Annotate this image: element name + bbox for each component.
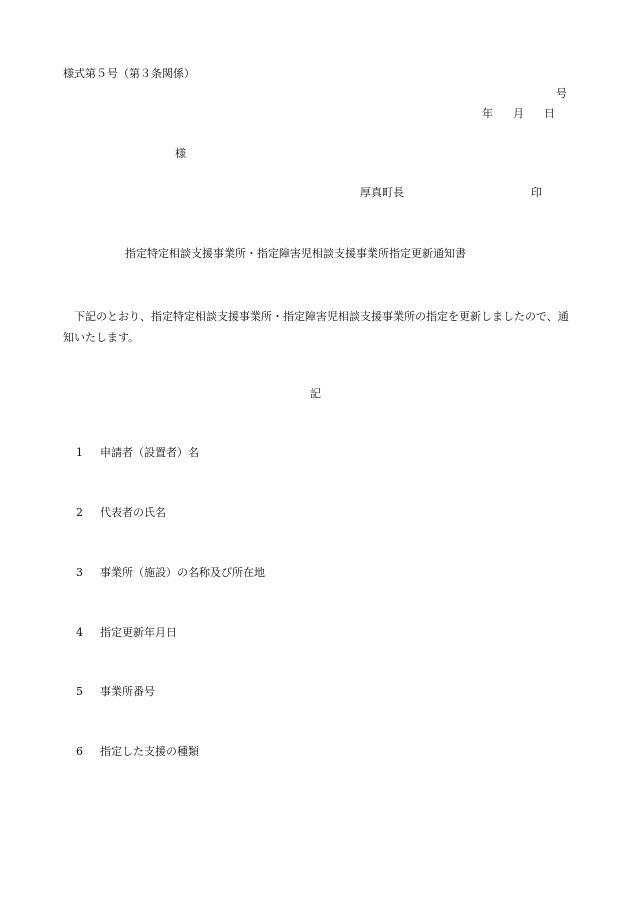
item-label: 事業所（施設）の名称及び所在地 bbox=[100, 566, 265, 579]
list-item bbox=[76, 627, 177, 638]
list-item bbox=[76, 447, 199, 458]
list-item bbox=[76, 686, 155, 697]
addressee-honorific: 様 bbox=[175, 147, 186, 160]
item-label: 指定更新年月日 bbox=[100, 626, 177, 639]
form-number: 様式第５号（第３条関係） bbox=[63, 67, 195, 80]
item-label: 代表者の氏名 bbox=[100, 506, 166, 519]
seal-mark: 印 bbox=[531, 186, 542, 199]
date-line bbox=[482, 108, 555, 119]
item-label: 事業所番号 bbox=[100, 685, 155, 698]
date-day: 日 bbox=[544, 107, 555, 120]
item-number: 2 bbox=[76, 506, 83, 519]
list-item bbox=[76, 746, 199, 757]
document-number-suffix: 号 bbox=[556, 87, 567, 100]
item-label: 指定した支援の種類 bbox=[100, 745, 199, 758]
body-text: 下記のとおり、指定特定相談支援事業所・指定障害児相談支援事業所の指定を更新しましたので、通知いたします。 bbox=[63, 310, 569, 344]
date-year: 年 bbox=[482, 107, 493, 120]
list-item bbox=[76, 567, 265, 578]
date-month: 月 bbox=[513, 107, 524, 120]
item-label: 申請者（設置者）名 bbox=[100, 446, 199, 459]
issuer-title: 厚真町長 bbox=[360, 186, 404, 199]
item-number: 5 bbox=[76, 685, 83, 698]
item-number: 1 bbox=[76, 446, 83, 459]
ki-heading: 記 bbox=[310, 387, 321, 400]
document-title: 指定特定相談支援事業所・指定障害児相談支援事業所指定更新通知書 bbox=[125, 247, 466, 260]
item-number: 4 bbox=[76, 626, 83, 639]
item-number: 3 bbox=[76, 566, 83, 579]
item-number: 6 bbox=[76, 745, 83, 758]
list-item bbox=[76, 507, 166, 518]
